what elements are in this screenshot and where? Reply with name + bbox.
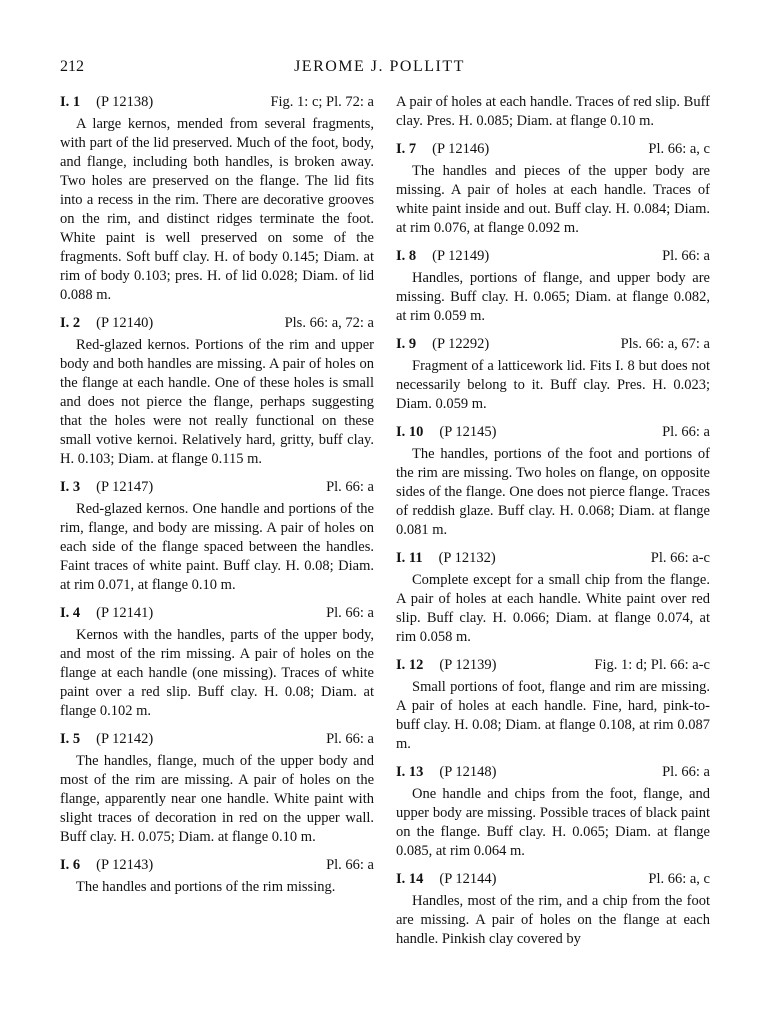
entry-description: Red-glazed kernos. One handle and portions of the rim, flange, and body are missing. A pair of holes on each side of the flange spaced between the handles. Faint traces of white paint. Buff clay. H. 0.08; Diam. at rim 0.071, at flange 0.10 m. xyxy=(60,501,374,593)
entry-description: Handles, portions of flange, and upper body are missing. Buff clay. H. 0.065; Diam. at flange 0.082, at rim 0.059 m. xyxy=(396,270,710,324)
entry-heading-left xyxy=(396,763,496,782)
entry-inventory-number: (P 12144) xyxy=(439,871,497,887)
entry-description: Fragment of a latticework lid. Fits I. 8 but does not necessarily belong to it. Buff clay. Pres. H. 0.023; Diam. 0.059 m. xyxy=(396,358,710,412)
entry-plate-reference: Pl. 66: a xyxy=(662,424,710,440)
entry-plate-reference: Pl. 66: a xyxy=(326,605,374,621)
entry-heading xyxy=(60,93,374,112)
entry-inventory-number: (P 12138) xyxy=(96,94,154,110)
entry-plate-reference: Pl. 66: a xyxy=(662,248,710,264)
entry-description: The handles and pieces of the upper body are missing. A pair of holes at each handle. Traces of white paint inside and out. Buff clay. H. 0.084; Diam. at rim 0.076, at flange 0.092 m. xyxy=(396,163,710,236)
entry-heading-left xyxy=(60,93,153,112)
left-column xyxy=(60,93,374,906)
entry-plate-reference: Pl. 66: a, c xyxy=(648,871,710,887)
catalogue-entry xyxy=(396,870,710,949)
right-column xyxy=(396,93,710,958)
entry-heading-left xyxy=(60,730,153,749)
entry-heading-left xyxy=(60,604,153,623)
entry-heading xyxy=(60,478,374,497)
entry-plate-reference: Pl. 66: a xyxy=(662,764,710,780)
entry-id: I. 10 xyxy=(396,424,424,440)
entry-heading xyxy=(60,604,374,623)
entry-heading xyxy=(396,423,710,442)
entry-description: The handles and portions of the rim missing. xyxy=(76,879,336,895)
catalogue-entry xyxy=(396,423,710,540)
entry-inventory-number: (P 12146) xyxy=(432,141,490,157)
entry-inventory-number: (P 12149) xyxy=(432,248,490,264)
entry-heading-left xyxy=(396,549,496,568)
entry-inventory-number: (P 12143) xyxy=(96,857,154,873)
continued-entry-text: A pair of holes at each handle. Traces of red slip. Buff clay. Pres. H. 0.085; Diam. at flange 0.10 m. xyxy=(396,94,710,129)
page-number: 212 xyxy=(60,58,84,75)
entry-heading xyxy=(396,763,710,782)
entry-heading-left xyxy=(396,335,489,354)
entry-plate-reference: Pls. 66: a, 72: a xyxy=(284,315,374,331)
entry-inventory-number: (P 12145) xyxy=(439,424,497,440)
entry-heading-left xyxy=(396,247,489,266)
entry-heading-left xyxy=(396,656,496,675)
entry-id: I. 12 xyxy=(396,657,424,673)
entry-id: I. 5 xyxy=(60,731,81,747)
catalogue-entry xyxy=(396,763,710,861)
entry-heading xyxy=(396,870,710,889)
catalogue-entry xyxy=(396,335,710,414)
entry-heading-left xyxy=(60,478,153,497)
catalogue-entry xyxy=(60,730,374,847)
entry-id: I. 11 xyxy=(396,550,423,566)
entry-description: A large kernos, mended from several fragments, with part of the lid preserved. Much of the foot, body, and flange, including both handles, is broken away. Two holes are preserved on the flange. The lid fits into a recess in the rim. There are decorative grooves on the rim, and distinct ridges terminate the foot. White paint is well preserved on some of the fragments. Soft buff clay. H. of body 0.145; Diam. at rim of body 0.103; pres. H. of lid 0.028; Diam. of lid 0.088 m. xyxy=(60,116,374,303)
entry-inventory-number: (P 12147) xyxy=(96,479,154,495)
entry-description: Handles, most of the rim, and a chip from the foot are missing. A pair of holes on the flange at each handle. Pinkish clay covered by xyxy=(396,893,710,947)
entry-description: The handles, portions of the foot and portions of the rim are missing. Two holes on flange, on opposite sides of the flange. One does not pierce flange. Traces of reddish glaze. Buff clay. H. 0.068; Diam. at flange 0.081 m. xyxy=(396,446,710,538)
entry-description: The handles, flange, much of the upper body and most of the rim are missing. A pair of holes on the flange, apparently near one handle. White paint with slight traces of decoration in red on the upper wall. Buff clay. H. 0.075; Diam. at flange 0.10 m. xyxy=(60,753,374,845)
entry-description: Kernos with the handles, parts of the upper body, and most of the rim missing. A pair of holes on the flange at each handle (one missing). Traces of white paint over a red slip. Buff clay. H. 0.08; Diam. at flange 0.102 m. xyxy=(60,627,374,719)
running-head: JEROME J. POLLITT xyxy=(294,58,465,75)
page-header xyxy=(60,58,699,82)
entry-heading xyxy=(396,549,710,568)
entry-id: I. 4 xyxy=(60,605,81,621)
entry-inventory-number: (P 12140) xyxy=(96,315,154,331)
entry-plate-reference: Fig. 1: c; Pl. 72: a xyxy=(270,94,374,110)
entry-description: One handle and chips from the foot, flange, and upper body are missing. Possible traces of black paint on the flange. Buff clay. H. 0.065; Diam. at flange 0.085, at rim 0.064 m. xyxy=(396,786,710,859)
catalogue-entry xyxy=(60,93,374,305)
entry-heading xyxy=(396,247,710,266)
entry-plate-reference: Pl. 66: a, c xyxy=(648,141,710,157)
entry-heading xyxy=(60,856,374,875)
entry-id: I. 9 xyxy=(396,336,417,352)
entry-id: I. 6 xyxy=(60,857,81,873)
entry-plate-reference: Pls. 66: a, 67: a xyxy=(620,336,710,352)
entry-heading xyxy=(60,314,374,333)
entry-inventory-number: (P 12132) xyxy=(438,550,496,566)
catalogue-entry xyxy=(396,247,710,326)
entry-inventory-number: (P 12292) xyxy=(432,336,490,352)
catalogue-entry xyxy=(60,314,374,469)
entry-plate-reference: Fig. 1: d; Pl. 66: a-c xyxy=(594,657,710,673)
entry-plate-reference: Pl. 66: a xyxy=(326,857,374,873)
entry-id: I. 7 xyxy=(396,141,417,157)
entry-plate-reference: Pl. 66: a xyxy=(326,731,374,747)
catalogue-entry xyxy=(396,656,710,754)
entry-id: I. 3 xyxy=(60,479,81,495)
entry-id: I. 2 xyxy=(60,315,81,331)
entry-plate-reference: Pl. 66: a-c xyxy=(650,550,710,566)
catalogue-entry xyxy=(396,549,710,647)
entry-inventory-number: (P 12141) xyxy=(96,605,154,621)
entry-heading-left xyxy=(396,423,496,442)
entry-heading xyxy=(396,140,710,159)
entry-inventory-number: (P 12139) xyxy=(439,657,497,673)
entry-id: I. 14 xyxy=(396,871,424,887)
entry-description: Complete except for a small chip from the flange. A pair of holes at each handle. White paint over red slip. Buff clay. H. 0.066; Diam. at flange 0.074, at rim 0.058 m. xyxy=(396,572,710,645)
entry-heading-left xyxy=(60,856,153,875)
entry-heading xyxy=(396,335,710,354)
catalogue-entry xyxy=(60,604,374,721)
entry-id: I. 1 xyxy=(60,94,81,110)
catalogue-entry xyxy=(60,478,374,595)
entry-heading xyxy=(60,730,374,749)
entry-inventory-number: (P 12148) xyxy=(439,764,497,780)
entry-heading-left xyxy=(396,870,496,889)
entry-heading-left xyxy=(60,314,153,333)
entry-description: Red-glazed kernos. Portions of the rim and upper body and both handles are missing. A pair of holes on the flange at each handle. One of these holes is small and does not pierce the flange, perhaps suggesting that the holes were not really functional on these small votive kernoi. Relatively hard, gritty, buff clay. H. 0.103; Diam. at flange 0.115 m. xyxy=(60,337,374,467)
entry-inventory-number: (P 12142) xyxy=(96,731,154,747)
entry-plate-reference: Pl. 66: a xyxy=(326,479,374,495)
catalogue-entry xyxy=(60,856,374,897)
catalogue-entry xyxy=(396,140,710,238)
entry-id: I. 13 xyxy=(396,764,424,780)
entry-description: Small portions of foot, flange and rim are missing. A pair of holes at each handle. Fine, hard, pink-to-buff clay. H. 0.08; Diam. at flange 0.108, at rim 0.087 m. xyxy=(396,679,710,752)
entry-heading-left xyxy=(396,140,489,159)
entry-heading xyxy=(396,656,710,675)
entry-id: I. 8 xyxy=(396,248,417,264)
